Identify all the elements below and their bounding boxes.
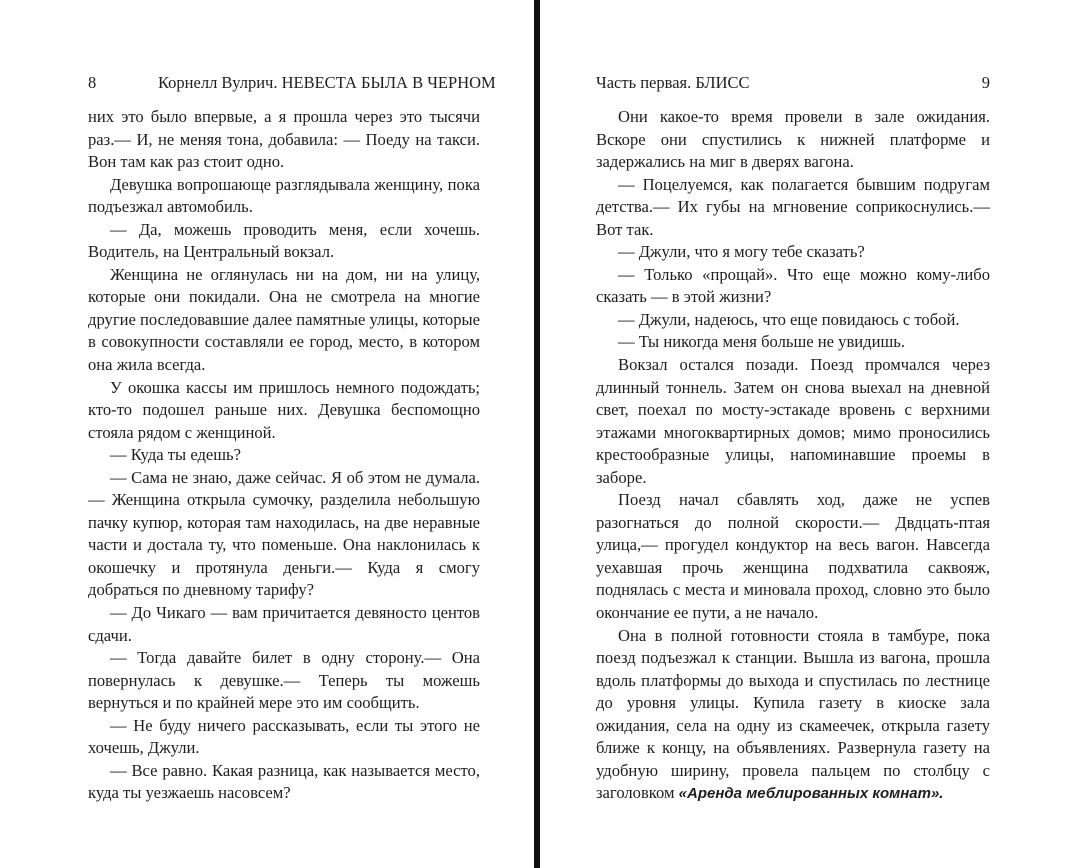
paragraph: — Да, можешь проводить меня, если хочешь. Водитель, на Центральный вокзал.: [88, 219, 480, 262]
paragraph: Женщина не оглянулась ни на дом, ни на улицу, которые они покидали. Она не смотрела на многие другие последовавшие далее памятные улицы, которые в совокупности составляли ее город, место, в котором она жила всегда.: [88, 264, 480, 375]
paragraph: — Ты никогда меня больше не увидишь.: [618, 332, 905, 352]
paragraph: Они какое-то время провели в зале ожидания. Вскоре они спустились к нижней платформе и задержались на миг в дверях вагона.: [596, 107, 990, 172]
paragraph: — Тогда давайте билет в одну сторону.— Она повернулась к девушке.— Теперь ты можешь вернуться и по крайней мере это им сообщить.: [88, 648, 480, 713]
right-header-title: Часть первая. БЛИСС: [596, 73, 750, 92]
left-running-header: [88, 72, 496, 94]
paragraph: них это было впервые, а я прошла через это тысячи раз.— И, не меняя тона, добавила: — Поеду на такси. Вон там как раз стоит одно.: [88, 107, 480, 172]
paragraph: — Куда ты едешь?: [110, 445, 241, 465]
right-page-number: 9: [981, 73, 990, 92]
paragraph: Поезд начал сбавлять ход, даже не успев разогнаться до полной скорости.— Двдцать-птая улица,— прогудел кондуктор на весь вагон. Навсегда уехавшая прочь женщина подхватила саквояж, поднялась с места и миновала проход, словно это было окончание ее пути, а не начало.: [596, 490, 990, 623]
section-title-reference: «Аренда меблированных комнат».: [678, 785, 944, 803]
paragraph: Девушка вопрошающе разглядывала женщину, пока подъезжал автомобиль.: [88, 174, 480, 217]
paragraph: — Джули, надеюсь, что еще повидаюсь с тобой.: [618, 309, 960, 329]
left-body-text: [88, 106, 480, 805]
left-header-title: Корнелл Вулрич. НЕВЕСТА БЫЛА В ЧЕРНОМ: [158, 73, 496, 92]
paragraph-with-heading-reference: [596, 625, 990, 806]
right-running-header: [596, 72, 990, 94]
paragraph: — Не буду ничего рассказывать, если ты этого не хочешь, Джули.: [88, 715, 480, 758]
paragraph: У окошка кассы им пришлось немного подождать; кто-то подошел раньше них. Девушка беспомощно стояла рядом с женщиной.: [88, 377, 480, 442]
paragraph: — Джули, что я могу тебе сказать?: [618, 242, 865, 262]
left-page-number: 8: [88, 73, 97, 92]
paragraph: — Все равно. Какая разница, как называется место, куда ты уезжаешь насовсем?: [88, 760, 480, 803]
paragraph: — Только «прощай». Что еще можно кому-либо сказать — в этой жизни?: [596, 264, 990, 307]
right-body-text: [596, 106, 990, 806]
paragraph-text: Она в полной готовности стояла в тамбуре, пока поезд подъезжал к станции. Вышла из вагона, прошла вдоль платформы до выхода и спустилась по лестнице до уровня улицы. Купила газету в киоске зала ожидания, села на одну из скамеечек, открыла газету ближе к концу, на объявлениях. Развернула газету на удобную ширину, провела пальцем по столбцу с заголовком: [596, 625, 990, 803]
paragraph: — До Чикаго — вам причитается девяносто центов сдачи.: [88, 603, 480, 645]
paragraph: — Сама не знаю, даже сейчас. Я об этом не думала.— Женщина открыла сумочку, разделила небольшую пачку купюр, которая там находилась, на две неравные части и достала ту, что поменьше. Она наклонилась к окошечку и протянула деньги.— Куда я смогу добраться по дневному тарифу?: [88, 467, 480, 600]
paragraph: — Поцелуемся, как полагается бывшим подругам детства.— Их губы на мгновение соприкоснулись.— Вот так.: [596, 174, 990, 239]
paragraph: Вокзал остался позади. Поезд промчался через длинный тоннель. Затем он снова выехал на дневной свет, поехал по мосту-эстакаде вровень с верхними этажами многоквартирных домов; мимо проносились крестообразные улицы, напоминавшие проемы в заборе.: [596, 355, 990, 487]
